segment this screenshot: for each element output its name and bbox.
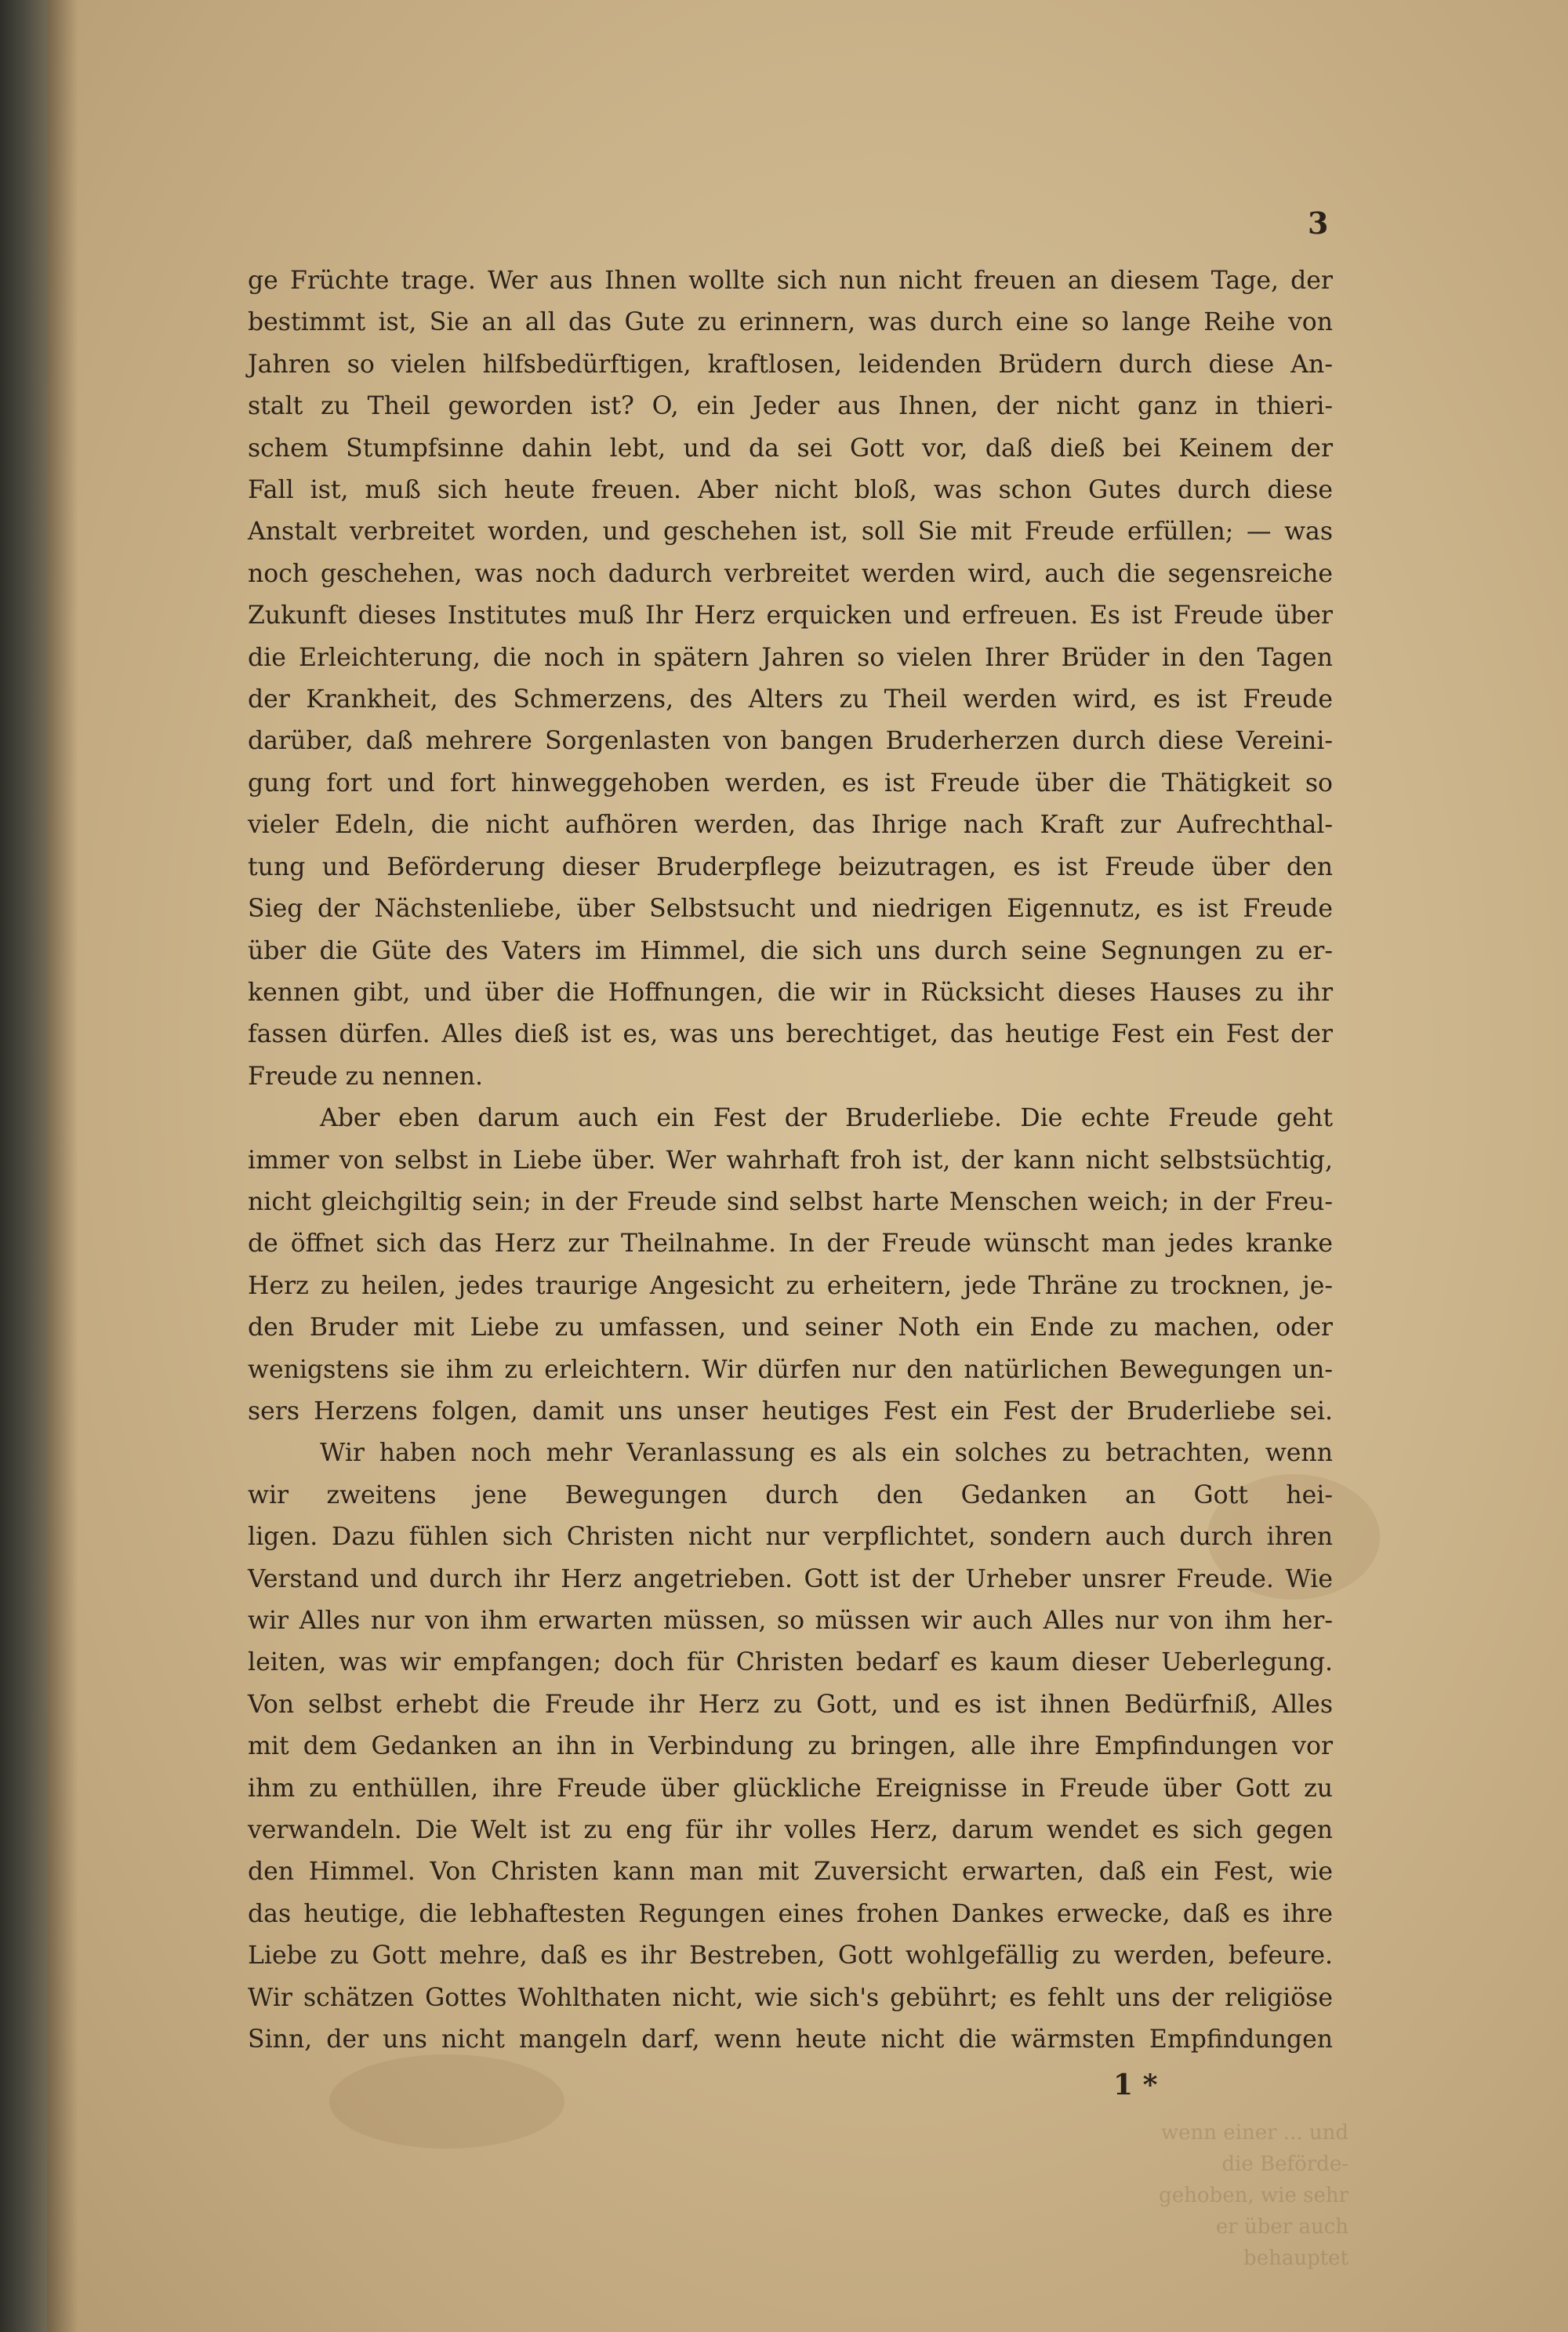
paper-stain — [329, 2054, 564, 2149]
text-line: stalt zu Theil geworden ist? O, ein Jeder aus Ihnen, der nicht ganz in thieri- — [248, 392, 1333, 421]
text-line: gung fort und fort hinweggehoben werden, es ist Freude über die Thätigkeit so — [248, 768, 1333, 797]
text-line: bestimmt ist, Sie an all das Gute zu erinnern, was durch eine so lange Reihe von — [248, 308, 1333, 337]
signature-mark: 1 * — [1113, 2069, 1158, 2101]
text-line: ligen. Dazu fühlen sich Christen nicht nur verpflichtet, sondern auch durch ihren — [248, 1523, 1333, 1552]
bleed-through-line: wenn einer ... und die Beförde- — [1160, 2121, 1348, 2176]
text-line: Sieg der Nächstenliebe, über Selbstsucht und niedrigen Eigennutz, es ist Freude — [248, 895, 1333, 924]
text-line: fassen dürfen. Alles dieß ist es, was uns berechtiget, das heutige Fest ein Fest der — [248, 1020, 1333, 1049]
text-line: Fall ist, muß sich heute freuen. Aber nicht bloß, was schon Gutes durch diese — [248, 476, 1333, 505]
text-line: der Krankheit, des Schmerzens, des Alters zu Theil werden wird, es ist Freude — [248, 685, 1333, 714]
text-line: leiten, was wir empfangen; doch für Christen bedarf es kaum dieser Ueberlegung. — [248, 1648, 1333, 1677]
text-line: den Bruder mit Liebe zu umfassen, und seiner Noth ein Ende zu machen, oder — [248, 1313, 1333, 1342]
page-number: 3 — [1308, 205, 1329, 241]
text-line: nicht gleichgiltig sein; in der Freude sind selbst harte Menschen weich; in der Freu- — [248, 1187, 1333, 1216]
text-line: die Erleichterung, die noch in spätern Jahren so vielen Ihrer Brüder in den Tagen — [248, 643, 1333, 672]
text-line: Herz zu heilen, jedes traurige Angesicht zu erheitern, jede Thräne zu trocknen, je- — [248, 1271, 1333, 1300]
bleed-through-text — [1152, 2117, 1348, 2274]
bleed-through-line: gehoben, wie sehr er über auch behauptet — [1159, 2184, 1348, 2270]
text-line: ge Früchte trage. Wer aus Ihnen wollte sich nun nicht freuen an diesem Tage, der — [248, 267, 1333, 295]
text-line: Wir haben noch mehr Veranlassung es als ein solches zu betrachten, wenn — [320, 1439, 1333, 1468]
text-line: Zukunft dieses Institutes muß Ihr Herz erquicken und erfreuen. Es ist Freude über — [248, 601, 1333, 630]
text-line: Wir schätzen Gottes Wohlthaten nicht, wie sich's gebührt; es fehlt uns der religiöse — [248, 1983, 1333, 2012]
text-line: Aber eben darum auch ein Fest der Bruderliebe. Die echte Freude geht — [320, 1104, 1333, 1133]
text-line: Liebe zu Gott mehre, daß es ihr Bestreben, Gott wohlgefällig zu werden, befeure. — [248, 1942, 1333, 1971]
text-line: das heutige, die lebhaftesten Regungen eines frohen Dankes erwecke, daß es ihre — [248, 1899, 1333, 1928]
text-line: den Himmel. Von Christen kann man mit Zuversicht erwarten, daß ein Fest, wie — [248, 1858, 1333, 1887]
text-line: Jahren so vielen hilfsbedürftigen, kraftlosen, leidenden Brüdern durch diese An- — [248, 350, 1333, 379]
text-line: kennen gibt, und über die Hoffnungen, die wir in Rücksicht dieses Hauses zu ihr — [248, 978, 1333, 1007]
text-line: darüber, daß mehrere Sorgenlasten von bangen Bruderherzen durch diese Vereini- — [248, 727, 1333, 756]
text-line: mit dem Gedanken an ihn in Verbindung zu bringen, alle ihre Empfindungen vor — [248, 1732, 1333, 1761]
text-line: Von selbst erhebt die Freude ihr Herz zu Gott, und es ist ihnen Bedürfniß, Alles — [248, 1690, 1333, 1719]
text-line: über die Güte des Vaters im Himmel, die sich uns durch seine Segnungen zu er- — [248, 936, 1333, 965]
text-line: immer von selbst in Liebe über. Wer wahrhaft froh ist, der kann nicht selbstsüchtig, — [248, 1146, 1333, 1175]
text-line: sers Herzens folgen, damit uns unser heutiges Fest ein Fest der Bruderliebe sei. — [248, 1397, 1333, 1426]
text-line: tung und Beförderung dieser Bruderpflege beizutragen, es ist Freude über den — [248, 852, 1333, 881]
text-line: wir Alles nur von ihm erwarten müssen, so müssen wir auch Alles nur von ihm her- — [248, 1607, 1333, 1635]
text-line: verwandeln. Die Welt ist zu eng für ihr volles Herz, darum wendet es sich gegen — [248, 1816, 1333, 1845]
body-text — [248, 260, 1333, 2061]
text-line: vieler Edeln, die nicht aufhören werden, das Ihrige nach Kraft zur Aufrechthal- — [248, 811, 1333, 840]
text-line: de öffnet sich das Herz zur Theilnahme. In der Freude wünscht man jedes kranke — [248, 1230, 1333, 1259]
text-line: noch geschehen, was noch dadurch verbreitet werden wird, auch die segensreiche — [248, 559, 1333, 588]
text-line: ihm zu enthüllen, ihre Freude über glückliche Ereignisse in Freude über Gott zu — [248, 1774, 1333, 1803]
text-line: wenigstens sie ihm zu erleichtern. Wir dürfen nur den natürlichen Bewegungen un- — [248, 1355, 1333, 1384]
text-line: Freude zu nennen. — [248, 1062, 484, 1091]
page-gutter-shadow — [47, 0, 78, 2332]
text-line: schem Stumpfsinne dahin lebt, und da sei Gott vor, daß dieß bei Keinem der — [248, 434, 1333, 463]
text-line: Anstalt verbreitet worden, und geschehen ist, soll Sie mit Freude erfüllen; — was — [248, 518, 1333, 547]
text-line: wir zweitens jene Bewegungen durch den Gedanken an Gott hei- — [248, 1480, 1333, 1509]
text-line: Sinn, der uns nicht mangeln darf, wenn heute nicht die wärmsten Empfindungen — [248, 2025, 1333, 2054]
text-line: Verstand und durch ihr Herz angetrieben. Gott ist der Urheber unsrer Freude. Wie — [248, 1564, 1333, 1593]
